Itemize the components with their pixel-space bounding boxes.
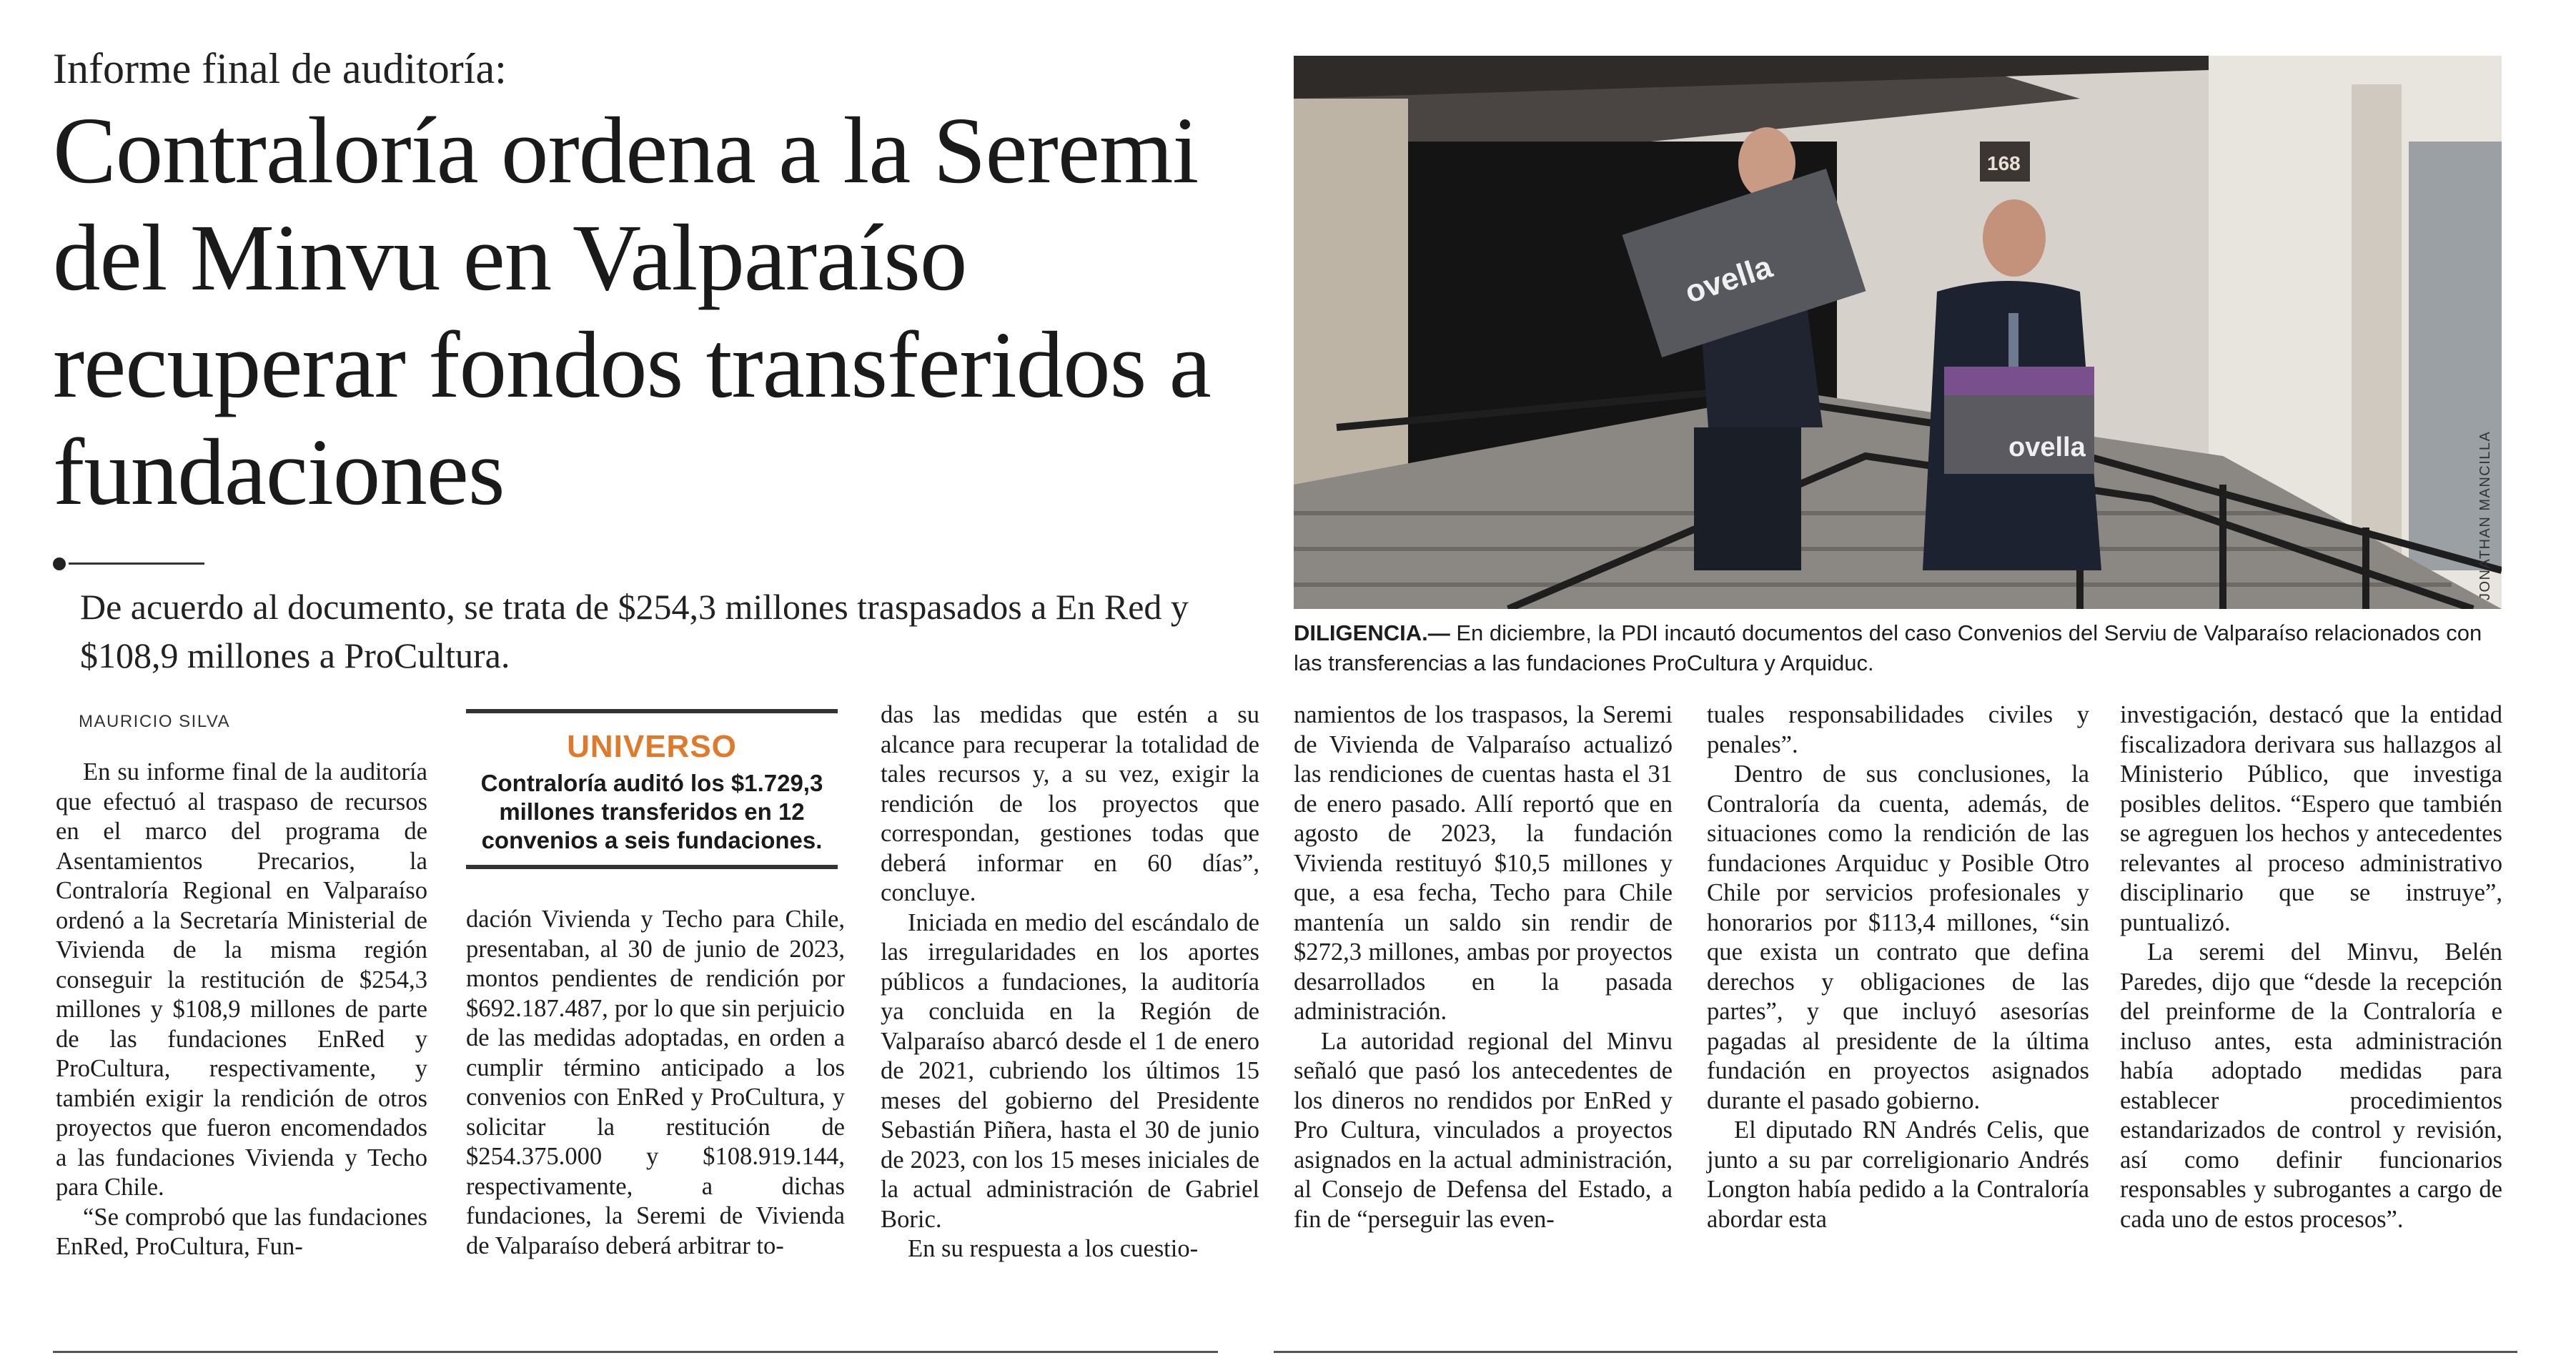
body-column-2 [466, 905, 845, 1261]
building-column [2352, 84, 2402, 570]
kicker: Informe final de auditoría: [53, 45, 507, 92]
bottom-rule-right [1274, 1351, 2517, 1353]
deck: De acuerdo al documento, se trata de $254,3 millones traspasados a En Red y $108,9 millones a ProCultura. [80, 587, 1189, 675]
body-column-5 [1707, 700, 2089, 1234]
caption-label: DILIGENCIA.— [1294, 620, 1450, 645]
headline: Contraloría ordena a la Seremi del Minvu en Valparaíso recuperar fondos transferidos a fundaciones [53, 97, 1211, 525]
caption-text: En diciembre, la PDI incautó documentos del caso Convenios del Serviu de Valparaíso relacionados con las transferencias a las fundaciones ProCultura y Arquiduc. [1294, 620, 2482, 675]
paragraph: Dentro de sus conclusiones, la Contraloría da cuenta, además, de situaciones como la rendición de las fundaciones Arquiduc y Posible Otro Chile por servicios profesionales y honorarios por $113,4 millones, “sin que exista un contrato que defina derechos y obligaciones de las partes”, y que incluyó asesorías pagadas al presidente de la última fundación en proyectos asignados durante el pasado gobierno. [1707, 760, 2089, 1114]
byline: MAURICIO SILVA [79, 712, 231, 731]
building-number: 168 [1987, 152, 2021, 174]
paragraph: En su respuesta a los cuestio- [908, 1235, 1199, 1262]
body-column-1 [56, 758, 427, 1262]
photo-illustration [1294, 56, 2502, 609]
box-brand-right: ovella [2008, 432, 2086, 462]
bullet-dot-icon [53, 557, 66, 570]
box-brand-left: ovella [1680, 249, 1777, 310]
bottom-rule-left [53, 1351, 1218, 1353]
paragraph: El diputado RN Andrés Celis, que junto a su par correligionario Andrés Longton había pedido a la Contraloría abordar esta [1707, 1116, 2089, 1233]
body-column-6 [2120, 700, 2502, 1234]
paragraph: La seremi del Minvu, Belén Paredes, dijo que “desde la recepción del preinforme de la Contraloría e incluso antes, esta administración había adoptado medidas para establecer procedimientos estandarizados de control y revisión, así como definir funcionarios responsables y subrogantes a cargo de cada uno de estos procesos”. [2120, 938, 2502, 1233]
paragraph: dación Vivienda y Techo para Chile, presentaban, al 30 de junio de 2023, montos pendientes de rendición por $692.187.487, por lo que sin perjuicio de las medidas adoptadas, en orden a cumplir término anticipado a los convenios con EnRed y ProCultura, y solicitar la restitución de $254.375.000 y $108.919.144, respectivamente, a dichas fundaciones, la Seremi de Vivienda de Valparaíso deberá arbitrar to- [466, 906, 845, 1259]
paragraph: En su informe final de la auditoría que efectuó al traspaso de recursos en el marco del programa de Asentamientos Precarios, la Contraloría Regional en Valparaíso ordenó a la Secretaría Ministerial de Vivienda de la misma región conseguir la restitución de $254,3 millones y $108,9 millones de parte de las fundaciones EnRed y ProCultura, respectivamente, y también exigir la rendición de otros proyectos que fueron encomendados a las fundaciones Vivienda y Techo para Chile. [56, 758, 427, 1201]
news-photo [1294, 56, 2502, 609]
paragraph: “Se comprobó que las fundaciones EnRed, ProCultura, Fun- [56, 1203, 427, 1260]
paragraph: das las medidas que estén a su alcance para recuperar la totalidad de tales recursos y, a su vez, exigir la rendición de los proyectos que correspondan, gestiones todas que deberá informar en 60 días”, concluye. [881, 701, 1259, 906]
photo-caption [1294, 618, 2502, 678]
box-rule [466, 865, 838, 869]
universo-box [466, 709, 838, 869]
paragraph: Iniciada en medio del escándalo de las irregularidades en los aportes públicos a fundaciones, la auditoría ya concluida en la Región de Valparaíso abarcó desde el 1 de enero de 2021, cubriendo los últimos 15 meses del gobierno del Presidente Sebastián Piñera, hasta el 30 de junio de 2023, con los 15 meses iniciales de la actual administración de Gabriel Boric. [881, 908, 1259, 1233]
body-column-4 [1294, 700, 1673, 1234]
photo-credit: JONATHAN MANCILLA [2477, 430, 2493, 600]
paragraph: tuales responsabilidades civiles y penales”. [1707, 701, 2089, 758]
paragraph: La autoridad regional del Minvu señaló que pasó los antecedentes de los dineros no rendidos por EnRed y Pro Cultura, vinculados a proyectos asignados en la actual administración, al Consejo de Defensa del Estado, a fin de “perseguir las even- [1294, 1027, 1673, 1233]
paragraph: namientos de los traspasos, la Seremi de Vivienda de Valparaíso actualizó las rendiciones de cuentas hasta el 31 de enero pasado. Allí reportó que en agosto de 2023, la fundación Vivienda restituyó $10,5 millones y que, a esa fecha, Techo para Chile mantenía un saldo sin rendir de $272,3 millones, ambas por proyectos desarrollados en la pasada administración. [1294, 701, 1673, 1025]
box-title: UNIVERSO [567, 729, 737, 764]
paragraph: investigación, destacó que la entidad fiscalizadora derivara sus hallazgos al Ministerio Público, que investiga posibles delitos. “Espero que también se agreguen los hechos y antecedentes relevantes al proceso administrativo disciplinario que se instruye”, puntualizó. [2120, 701, 2502, 936]
box-text: Contraloría auditó los $1.729,3 millones transferidos en 12 convenios a seis fundaciones. [480, 770, 823, 853]
divider [69, 562, 204, 565]
body-column-3 [881, 700, 1259, 1264]
